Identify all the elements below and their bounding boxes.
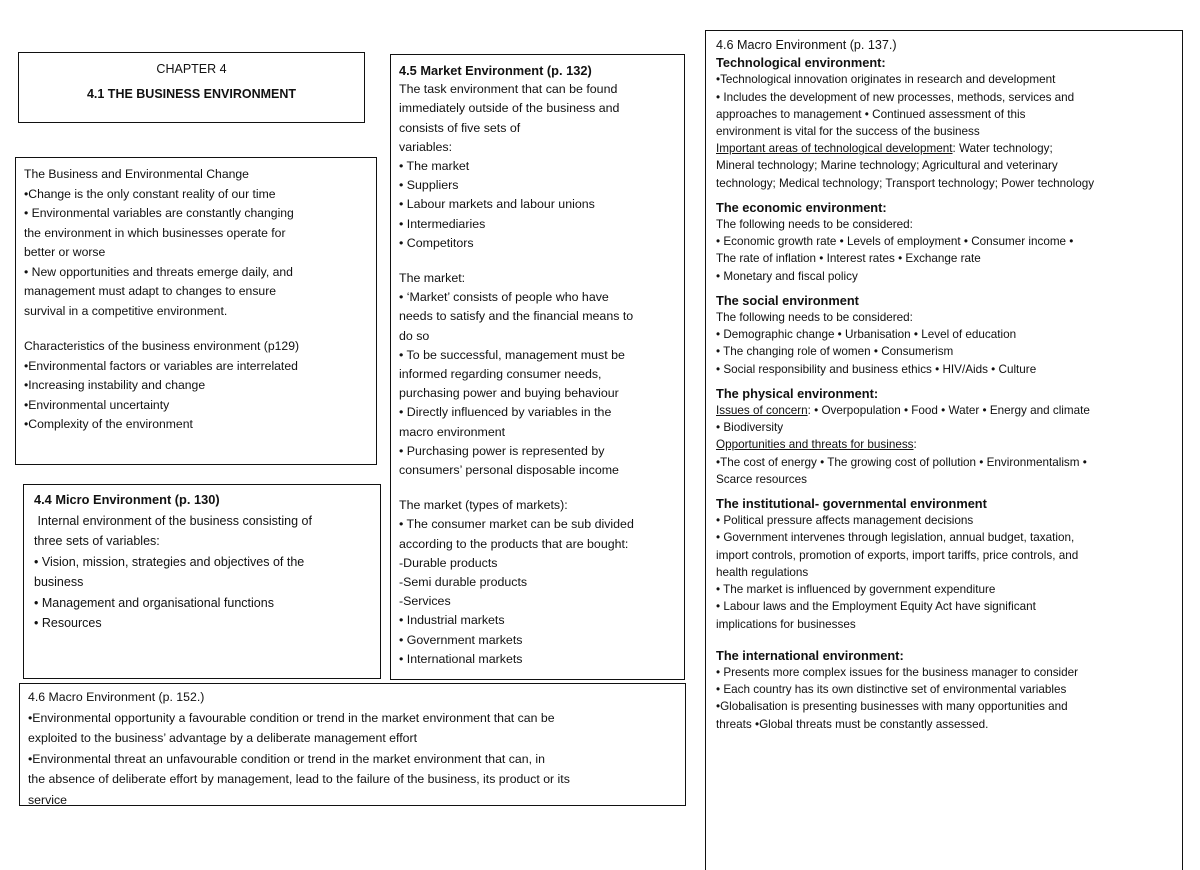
institutional-line: • The market is influenced by government expenditure [716,583,996,597]
tech-line: environment is vital for the success of the business [716,125,980,139]
micro-line: • Resources [34,616,102,630]
business-change-line: • New opportunities and threats emerge daily, and [24,264,293,279]
characteristics-line: •Complexity of the environment [24,417,193,431]
market-intro-line: immediately outside of the business and [399,101,620,116]
the-market-line: • Directly influenced by variables in the [399,405,612,420]
macro-environment-box [705,30,1183,870]
physical-issues-label: Issues of concern [716,404,808,418]
physical-issues-line [716,402,1172,419]
micro-line: three sets of variables: [34,534,160,548]
micro-environment-box [23,484,381,679]
institutional-line: implications for businesses [716,617,856,631]
micro-line: • Vision, mission, strategies and objectives of the [34,554,305,569]
institutional-line: import controls, promotion of exports, import tariffs, price controls, and [716,548,1079,562]
institutional-line: • Political pressure affects management decisions [716,514,974,528]
the-market-line: • Purchasing power is represented by [399,443,605,458]
the-market-line: do so [399,328,430,343]
business-change-heading: The Business and Environmental Change [24,167,249,181]
spacer [24,321,368,337]
tech-areas-label: Important areas of technological development [716,142,953,156]
market-types-line: according to the products that are bought: [399,536,629,551]
macro-short-line: the absence of deliberate effort by management, lead to the failure of the business, its product or its [28,772,570,787]
macro-short-line: •Environmental opportunity a favourable condition or trend in the market environment that can be [28,710,555,725]
physical-line: Scarce resources [716,472,807,486]
physical-opps-text: : [913,438,917,452]
international-section [716,647,1172,733]
the-market-line: • To be successful, management must be [399,347,625,362]
business-change-line: • Environmental variables are constantly changing [24,206,294,220]
institutional-line: health regulations [716,565,809,579]
characteristics-heading: Characteristics of the business environment (p129) [24,339,300,353]
micro-line: Internal environment of the business consisting of [34,513,312,528]
business-change-line: better or worse [24,245,106,259]
social-line: The following needs to be considered: [716,311,913,325]
tech-line: approaches to management • Continued assessment of this [716,107,1026,121]
macro-short-heading: 4.6 Macro Environment (p. 152.) [28,690,205,704]
business-change-line: survival in a competitive environment. [24,303,228,318]
the-market-heading: The market: [399,271,466,286]
institutional-line: • Labour laws and the Employment Equity Act have significant [716,600,1036,614]
market-intro-line: • Suppliers [399,178,459,193]
macro-short-line: •Environmental threat an unfavourable condition or trend in the market environment that can, in [28,751,545,766]
tech-line: • Includes the development of new processes, methods, services and [716,90,1075,104]
economic-line: The rate of inflation • Interest rates • Exchange rate [716,252,981,266]
characteristics-line: •Environmental uncertainty [24,397,170,412]
business-change-line: •Change is the only constant reality of our time [24,186,276,201]
market-types-line: • International markets [399,651,523,666]
chapter-title-box [18,52,365,123]
physical-heading: The physical environment: [716,385,879,401]
physical-line: •The cost of energy • The growing cost of pollution • Environmentalism • [716,455,1087,469]
business-change-box [15,157,377,465]
macro-opportunities-box [19,683,686,806]
market-intro-line: consists of five sets of [399,120,521,135]
market-types-line: • Government markets [399,632,523,647]
physical-issues-text: : • Overpopulation • Food • Water • Energy and climate [807,404,1090,418]
physical-opps-label: Opportunities and threats for business [716,438,914,452]
market-types-line: -Durable products [399,555,498,570]
market-types-line: -Semi durable products [399,575,528,590]
chapter-title: CHAPTER 4 [156,62,227,76]
macro-heading: 4.6 Macro Environment (p. 137.) [716,38,897,52]
international-line: • Each country has its own distinctive set of environmental variables [716,683,1067,697]
international-line: threats •Global threats must be constantly assessed. [716,717,989,731]
characteristics-line: •Increasing instability and change [24,378,206,392]
the-market-line: consumers’ personal disposable income [399,463,619,478]
market-environment-box [390,54,685,680]
spacer [399,253,676,269]
characteristics-line: •Environmental factors or variables are interrelated [24,358,298,373]
institutional-section [716,495,1172,633]
market-intro-line: variables: [399,139,453,154]
tech-areas-line: Mineral technology; Marine technology; Agricultural and veterinary [716,159,1058,173]
tech-line: •Technological innovation originates in research and development [716,73,1056,87]
economic-section [716,199,1172,285]
economic-heading: The economic environment: [716,199,887,215]
macro-short-line: service [28,792,67,806]
business-change-line: the environment in which businesses operate for [24,225,286,240]
macro-short-line: exploited to the business’ advantage by a deliberate management effort [28,731,417,746]
social-line: • Social responsibility and business ethics • HIV/Aids • Culture [716,362,1037,376]
the-market-line: macro environment [399,424,506,439]
international-line: •Globalisation is presenting businesses with many opportunities and [716,700,1068,714]
social-heading: The social environment [716,292,859,308]
spacer [399,480,676,496]
economic-line: • Monetary and fiscal policy [716,269,858,283]
market-intro-line: • Labour markets and labour unions [399,197,595,212]
market-intro-line: • The market [399,159,470,174]
tech-areas-text: : Water technology; [952,142,1053,156]
market-types-line: -Services [399,594,451,609]
institutional-line: • Government intervenes through legislation, annual budget, taxation, [716,531,1075,545]
chapter-subtitle: 4.1 THE BUSINESS ENVIRONMENT [86,87,297,101]
social-section [716,292,1172,378]
economic-line: • Economic growth rate • Levels of employment • Consumer income • [716,235,1074,249]
the-market-line: purchasing power and buying behaviour [399,386,619,401]
physical-opps-line [716,436,1172,453]
social-line: • The changing role of women • Consumerism [716,345,954,359]
economic-line: The following needs to be considered: [716,218,913,232]
business-change-line: management must adapt to changes to ensure [24,284,277,298]
the-market-line: informed regarding consumer needs, [399,367,602,382]
institutional-heading: The institutional- governmental environment [716,496,987,512]
the-market-line: needs to satisfy and the financial means to [399,309,634,324]
market-intro-line: The task environment that can be found [399,82,618,97]
market-types-line: • The consumer market can be sub divided [399,517,634,532]
micro-line: business [34,575,84,589]
market-types-heading: The market (types of markets): [399,498,568,513]
physical-section [716,385,1172,488]
international-heading: The international environment: [716,647,904,663]
micro-heading: 4.4 Micro Environment (p. 130) [34,492,220,507]
market-intro-line: • Competitors [399,235,474,250]
tech-areas-line: technology; Medical technology; Transport technology; Power technology [716,176,1095,190]
the-market-line: • ‘Market’ consists of people who have [399,290,609,305]
micro-line: • Management and organisational functions [34,595,274,610]
tech-heading: Technological environment: [716,55,886,71]
international-line: • Presents more complex issues for the business manager to consider [716,665,1079,679]
tech-areas-line [716,140,1172,157]
market-intro-line: • Intermediaries [399,216,486,231]
market-heading: 4.5 Market Environment (p. 132) [399,63,592,78]
physical-line: • Biodiversity [716,421,784,435]
market-types-line: • Industrial markets [399,613,505,628]
social-line: • Demographic change • Urbanisation • Level of education [716,328,1017,342]
